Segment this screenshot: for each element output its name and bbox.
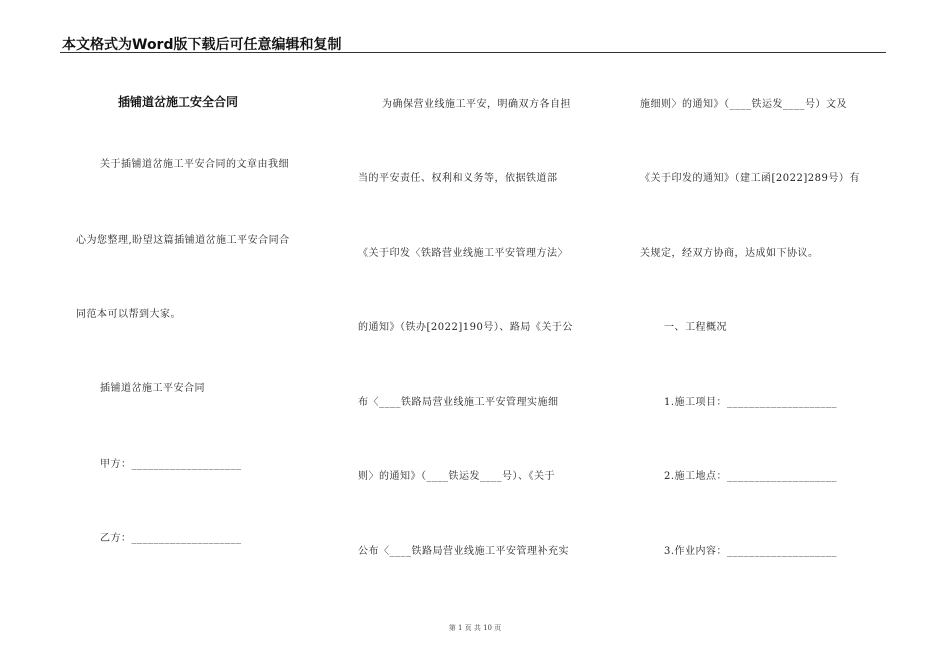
paragraph-line: 《关于印发的通知》（建工函[2022]289号）有 [640,173,860,184]
paragraph-line: 关规定，经双方协商，达成如下协议。 [640,248,819,259]
page-footer: 第 1 页 共 10 页 [448,624,502,632]
party-a-field: 甲方：____________________ [100,459,242,470]
project-location-field: 2.施工地点：____________________ [664,471,838,482]
paragraph-line: 布〈____铁路局营业线施工平安管理实施细 [358,397,559,408]
paragraph-line: 同范本可以帮到大家。 [76,309,181,320]
party-b-field: 乙方：____________________ [100,533,242,544]
project-item-field: 1.施工项目：____________________ [664,397,838,408]
paragraph-line: 公布〈____铁路局营业线施工平安管理补充实 [358,546,569,557]
section-heading: 一、工程概况 [664,322,727,333]
contract-name: 插铺道岔施工平安合同 [100,383,205,394]
paragraph-line: 施细则〉的通知》（____铁运发____号）文及 [640,99,847,110]
header-divider [60,52,886,53]
document-title: 插铺道岔施工安全合同 [118,95,239,109]
paragraph-line: 心为您整理,盼望这篇插铺道岔施工平安合同合 [76,235,290,246]
paragraph-line: 当的平安责任、权利和义务等，依据铁道部 [358,173,558,184]
paragraph-line: 关于插铺道岔施工平安合同的文章由我细 [100,159,289,170]
paragraph-line: 为确保营业线施工平安，明确双方各自担 [382,99,571,110]
paragraph-line: 的通知》（铁办[2022]190号）、路局《关于公 [358,322,573,333]
work-content-field: 3.作业内容：____________________ [664,546,838,557]
paragraph-line: 《关于印发〈铁路营业线施工平安管理方法〉 [358,248,568,259]
document-header: 本文格式为Word版下载后可任意编辑和复制 [62,37,342,53]
paragraph-line: 则〉的通知》（____铁运发____号）、《关于 [358,471,555,482]
